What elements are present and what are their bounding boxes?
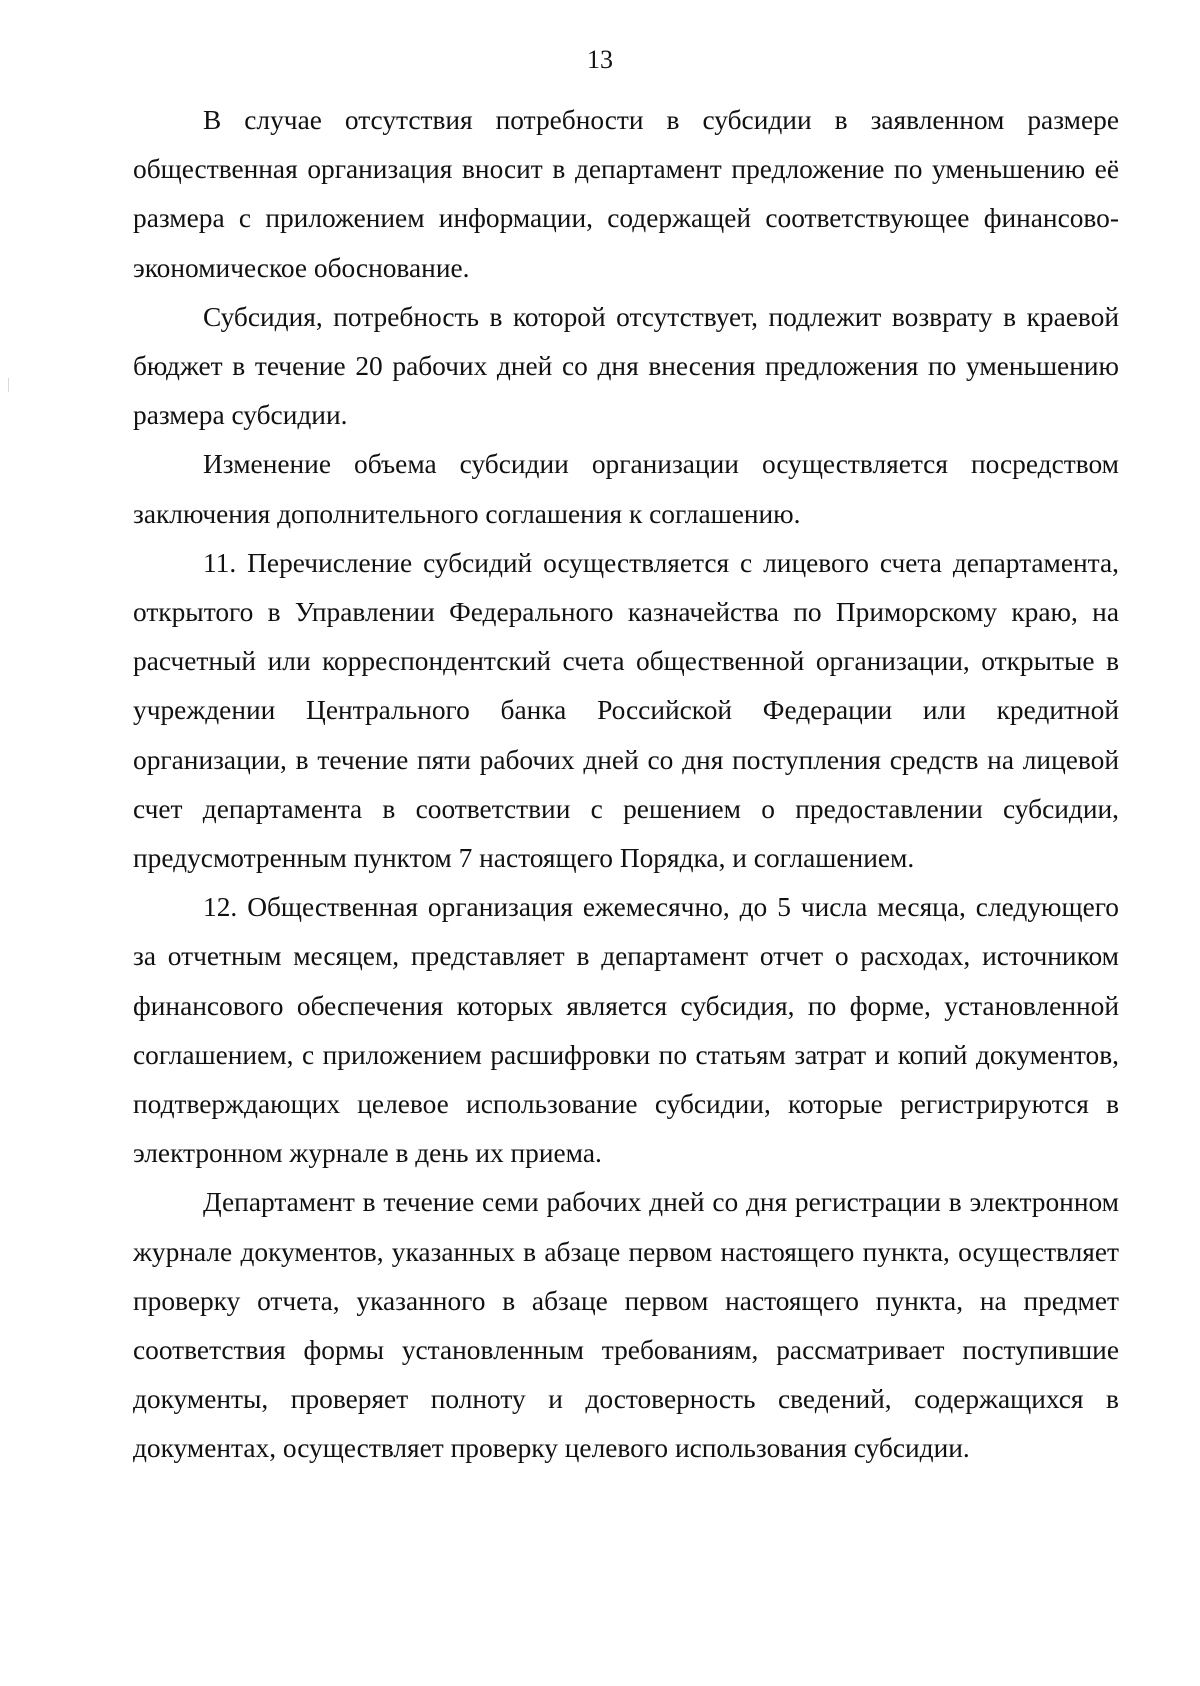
paragraph-subsidy-need-absent: В случае отсутствия потребности в субсидии в заявленном размере общественная организация вносит в департамент предложение по уменьшению её размера с приложением информации, содержащей соответствующее финансово-экономическое обоснование. xyxy=(133,105,1119,283)
document-body xyxy=(133,96,1119,1474)
scan-edge-mark xyxy=(8,378,9,392)
paragraph-subsidy-return: Субсидия, потребность в которой отсутствует, подлежит возврату в краевой бюджет в течение 20 рабочих дней со дня внесения предложения по уменьшению размера субсидии. xyxy=(133,301,1119,431)
page-number: 13 xyxy=(587,45,613,74)
paragraph-item-12: 12. Общественная организация ежемесячно, до 5 числа месяца, следующего за отчетным месяцем, представляет в департамент отчет о расходах, источником финансового обеспечения которых является субсидия, по форме, установленной соглашением, с приложением расшифровки по статьям затрат и копий документов, подтверждающих целевое использование субсидии, которые регистрируются в электронном журнале в день их приема. xyxy=(133,892,1119,1169)
paragraph-subsidy-change: Изменение объема субсидии организации осуществляется посредством заключения дополнительного соглашения к соглашению. xyxy=(133,449,1119,529)
paragraph-department-review: Департамент в течение семи рабочих дней со дня регистрации в электронном журнале документов, указанных в абзаце первом настоящего пункта, осуществляет проверку отчета, указанного в абзаце первом настоящего пункта, на предмет соответствия формы установленным требованиям, рассматривает поступившие документы, проверяет полноту и достоверность сведений, содержащихся в документах, осуществляет проверку целевого использования субсидии. xyxy=(133,1187,1119,1464)
paragraph-item-11: 11. Перечисление субсидий осуществляется с лицевого счета департамента, открытого в Управлении Федерального казначейства по Приморскому краю, на расчетный или корреспондентский счета общественной организации, открытые в учреждении Центрального банка Российской Федерации или кредитной организации, в течение пяти рабочих дней со дня поступления средств на лицевой счет департамента в соответствии с решением о предоставлении субсидии, предусмотренным пунктом 7 настоящего Порядка, и соглашением. xyxy=(133,547,1119,874)
